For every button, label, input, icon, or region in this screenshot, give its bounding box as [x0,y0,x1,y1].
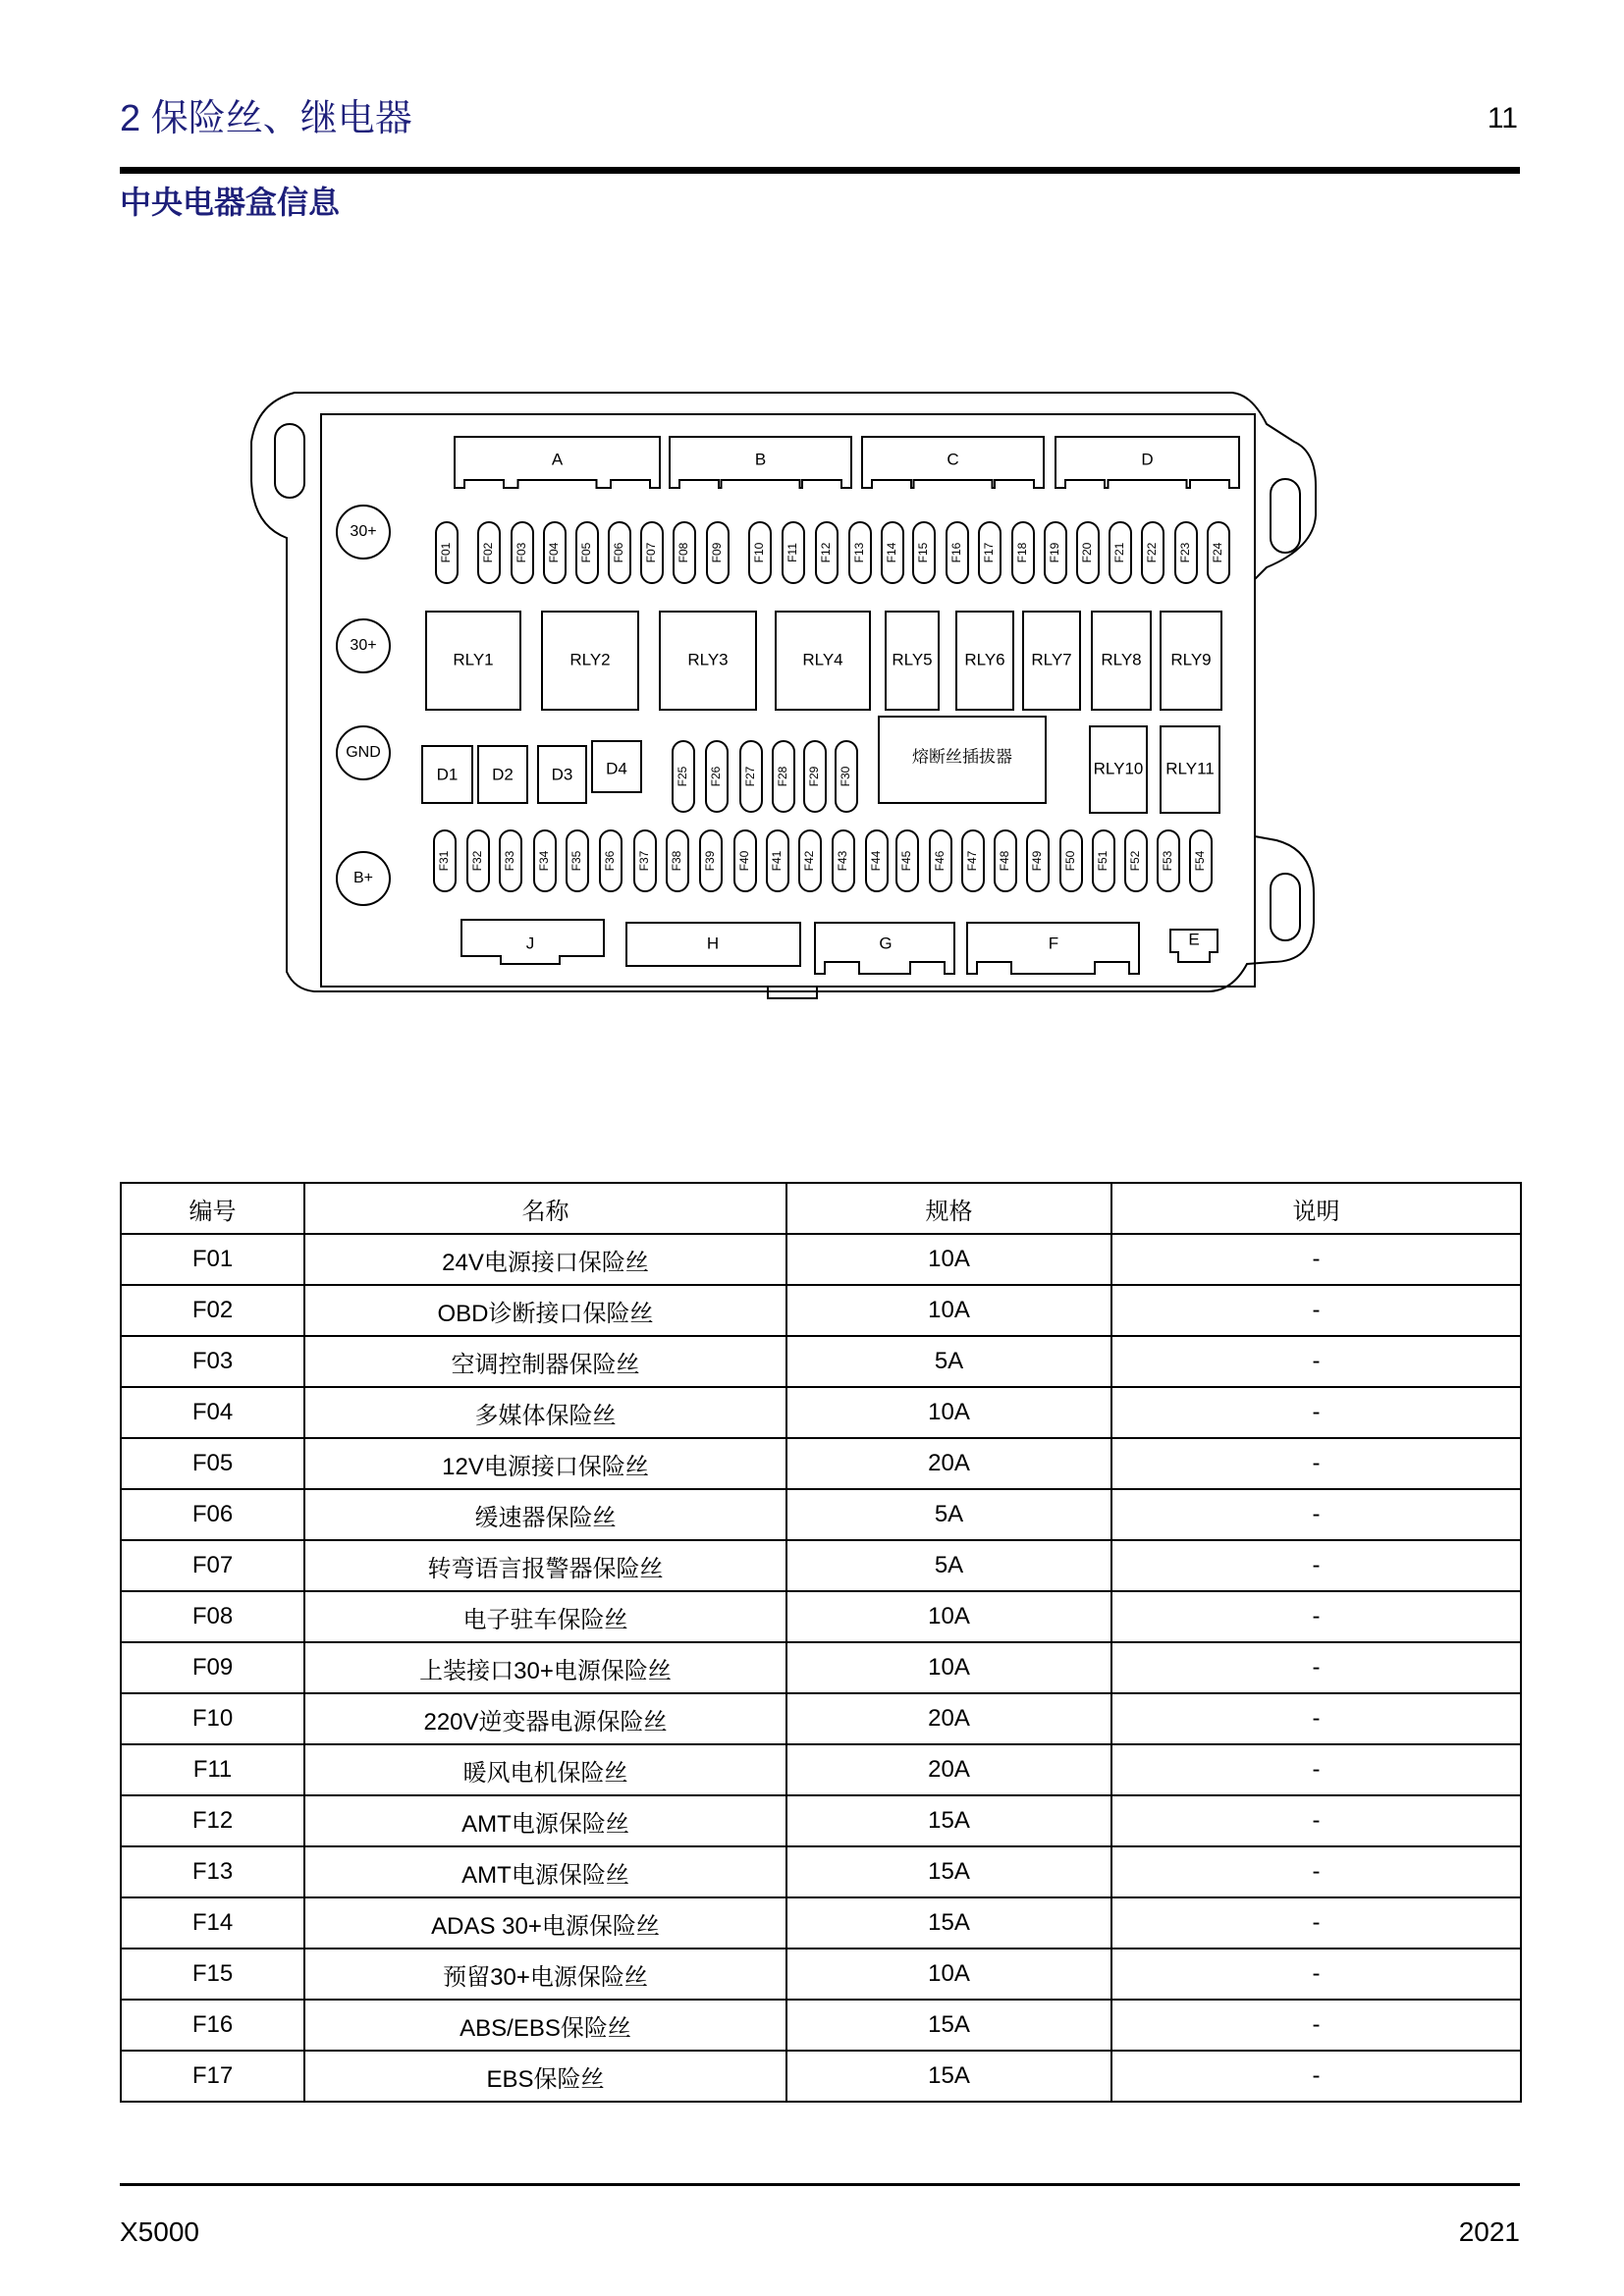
fuse-label: F51 [1096,850,1110,872]
cell-note: - [1111,1336,1521,1387]
fuse-label: F38 [670,850,684,872]
table-row [121,1489,1521,1540]
fuse-label: F25 [676,766,690,787]
fuse-label: F24 [1211,542,1225,563]
cell-name: 预留30+电源保险丝 [304,1949,786,2000]
diode-label: D3 [551,765,573,784]
fuse-label: F18 [1015,542,1030,563]
table-row [121,2000,1521,2051]
chapter-title: 2 保险丝、继电器 [120,98,412,139]
fuse-label: F46 [933,850,947,872]
connector-label: C [947,450,959,469]
relay-label: RLY9 [1170,650,1212,669]
cell-number: F03 [121,1336,304,1387]
cell-name: 缓速器保险丝 [304,1489,786,1540]
fuse-label: F03 [514,542,529,563]
cell-spec: 15A [786,2000,1111,2051]
cell-spec: 20A [786,1438,1111,1489]
cell-name: 24V电源接口保险丝 [304,1234,786,1285]
relay-label: RLY3 [687,650,729,669]
fuse-label: F22 [1145,542,1160,563]
connector-label: F [1048,934,1059,953]
fuse-label: F05 [579,542,594,563]
fuse-label: F45 [899,850,914,872]
section-title: 中央电器盒信息 [120,185,341,220]
cell-note: - [1111,1540,1521,1591]
cell-note: - [1111,1438,1521,1489]
cell-spec: 10A [786,1387,1111,1438]
cell-name: 暖风电机保险丝 [304,1744,786,1795]
cell-name: 多媒体保险丝 [304,1387,786,1438]
diode-label: D1 [436,765,459,784]
cell-note: - [1111,2051,1521,2102]
fuse-box-diagram [0,0,1624,1041]
fuse-label: F42 [802,850,817,872]
cell-name: OBD诊断接口保险丝 [304,1285,786,1336]
cell-note: - [1111,1693,1521,1744]
cell-note: - [1111,1387,1521,1438]
header-name: 名称 [304,1183,786,1234]
terminal-label: B+ [352,870,374,887]
relay-label: RLY2 [569,650,611,669]
fuse-label: F36 [603,850,618,872]
fuse-label: F20 [1080,542,1095,563]
relay-label: RLY1 [453,650,494,669]
fuse-label: F11 [785,543,800,562]
relay-label: RLY8 [1101,650,1142,669]
table-row [121,1285,1521,1336]
relay-label: RLY11 [1165,759,1215,778]
cell-name: 电子驻车保险丝 [304,1591,786,1642]
cell-note: - [1111,1489,1521,1540]
table-row [121,1387,1521,1438]
table-row [121,1744,1521,1795]
fuse-label: F08 [677,542,691,563]
table-row [121,1591,1521,1642]
fuse-label: F52 [1128,850,1143,872]
footer-rule [120,2183,1520,2186]
fuse-label: F23 [1178,542,1193,563]
footer-year: 2021 [1458,2216,1520,2247]
cell-spec: 10A [786,1949,1111,2000]
fuse-label: F47 [965,850,980,872]
connector-label: A [551,450,564,469]
cell-name: ADAS 30+电源保险丝 [304,1897,786,1949]
fuse-label: F39 [703,850,718,872]
table-row [121,1949,1521,2000]
cell-spec: 10A [786,1642,1111,1693]
cell-number: F13 [121,1846,304,1897]
fuse-puller-label: 熔断丝插拔器 [912,747,1012,767]
cell-number: F10 [121,1693,304,1744]
cell-number: F06 [121,1489,304,1540]
cell-name: AMT电源保险丝 [304,1846,786,1897]
table-row [121,1846,1521,1897]
fuse-label: F34 [537,850,552,872]
cell-note: - [1111,1949,1521,2000]
cell-number: F01 [121,1234,304,1285]
cell-number: F09 [121,1642,304,1693]
connector-label: H [706,934,720,953]
cell-note: - [1111,1846,1521,1897]
connector-label: E [1188,930,1200,949]
table-row [121,2051,1521,2102]
page-number: 11 [1487,102,1518,134]
terminal-label: GND [346,744,381,762]
fuse-label: F10 [752,542,767,563]
cell-spec: 20A [786,1693,1111,1744]
fuse-label: F19 [1048,542,1062,563]
cell-spec: 5A [786,1336,1111,1387]
diode-label: D4 [606,759,627,778]
cell-spec: 5A [786,1540,1111,1591]
cell-number: F14 [121,1897,304,1949]
cell-number: F15 [121,1949,304,2000]
table-row [121,1642,1521,1693]
connector-label: D [1141,450,1154,469]
table-row [121,1693,1521,1744]
fuse-label: F35 [569,850,584,872]
fuse-label: F27 [743,766,758,787]
fuse-label: F02 [481,542,496,563]
fuse-label: F13 [852,542,867,563]
table-row [121,1336,1521,1387]
cell-note: - [1111,1897,1521,1949]
connector-label: G [879,934,893,953]
table-row [121,1897,1521,1949]
cell-number: F07 [121,1540,304,1591]
cell-spec: 10A [786,1591,1111,1642]
fuse-label: F12 [819,542,834,563]
fuse-label: F21 [1112,542,1127,563]
table-row [121,1540,1521,1591]
fuse-label: F50 [1063,850,1078,872]
relay-label: RLY4 [802,650,843,669]
cell-spec: 20A [786,1744,1111,1795]
cell-spec: 15A [786,1795,1111,1846]
cell-number: F08 [121,1591,304,1642]
fuse-label: F37 [637,850,652,872]
fuse-label: F31 [437,850,452,872]
inner-panel [321,414,1255,987]
fuse-label: F28 [776,766,790,787]
header-spec: 规格 [786,1183,1111,1234]
cell-number: F05 [121,1438,304,1489]
cell-note: - [1111,2000,1521,2051]
cell-spec: 5A [786,1489,1111,1540]
fuse-label: F14 [885,542,899,563]
fuse-label: F06 [612,542,626,563]
mount-slot-right-top [1271,479,1300,553]
diode-label: D2 [492,765,514,784]
cell-note: - [1111,1744,1521,1795]
fuse-label: F44 [869,850,884,872]
fuse-label: F01 [439,542,454,563]
cell-name: ABS/EBS保险丝 [304,2000,786,2051]
cell-name: EBS保险丝 [304,2051,786,2102]
cell-number: F12 [121,1795,304,1846]
fuse-label: F53 [1161,850,1175,872]
fuse-label: F33 [503,850,517,872]
cell-number: F16 [121,2000,304,2051]
fuse-spec-table [120,1182,1522,2103]
terminal-label: 30+ [350,523,377,541]
fuse-label: F48 [998,850,1012,872]
table-header-row [121,1183,1521,1234]
table-row [121,1795,1521,1846]
connector-label: J [525,934,535,953]
cell-name: 转弯语言报警器保险丝 [304,1540,786,1591]
cell-spec: 15A [786,2051,1111,2102]
header-note: 说明 [1111,1183,1521,1234]
fuse-label: F16 [949,542,964,563]
cell-name: 空调控制器保险丝 [304,1336,786,1387]
fuse-label: F40 [737,850,752,872]
fuse-label: F41 [770,850,785,872]
mount-slot-left [275,424,304,498]
fuse-label: F43 [836,850,850,872]
cell-name: 12V电源接口保险丝 [304,1438,786,1489]
fuse-label: F49 [1030,850,1045,872]
mount-slot-right-bottom [1271,874,1300,940]
fuse-label: F29 [807,766,822,787]
cell-note: - [1111,1234,1521,1285]
fuse-label: F26 [709,766,724,787]
fuse-label: F15 [916,542,931,563]
cell-spec: 10A [786,1285,1111,1336]
fuse-label: F17 [982,542,997,563]
fuse-label: F32 [470,850,485,872]
relay-label: RLY6 [964,650,1005,669]
cell-number: F02 [121,1285,304,1336]
cell-note: - [1111,1795,1521,1846]
table-row [121,1438,1521,1489]
cell-note: - [1111,1285,1521,1336]
cell-name: 上装接口30+电源保险丝 [304,1642,786,1693]
cell-spec: 10A [786,1234,1111,1285]
cell-spec: 15A [786,1897,1111,1949]
cell-name: 220V逆变器电源保险丝 [304,1693,786,1744]
terminal-label: 30+ [350,637,377,655]
fuse-label: F30 [839,766,853,787]
fuse-label: F09 [710,542,725,563]
connector-label: B [754,450,767,469]
cell-name: AMT电源保险丝 [304,1795,786,1846]
relay-label: RLY5 [892,650,933,669]
relay-label: RLY7 [1031,650,1072,669]
cell-note: - [1111,1591,1521,1642]
cell-note: - [1111,1642,1521,1693]
cell-number: F11 [121,1744,304,1795]
housing-outline [251,393,1316,991]
footer-model: X5000 [120,2216,199,2247]
relay-label: RLY10 [1093,759,1144,778]
table-row [121,1234,1521,1285]
fuse-label: F07 [644,542,659,563]
fuse-label: F54 [1193,850,1208,872]
header-number: 编号 [121,1183,304,1234]
cell-number: F17 [121,2051,304,2102]
cell-number: F04 [121,1387,304,1438]
fuse-label: F04 [547,542,562,563]
cell-spec: 15A [786,1846,1111,1897]
